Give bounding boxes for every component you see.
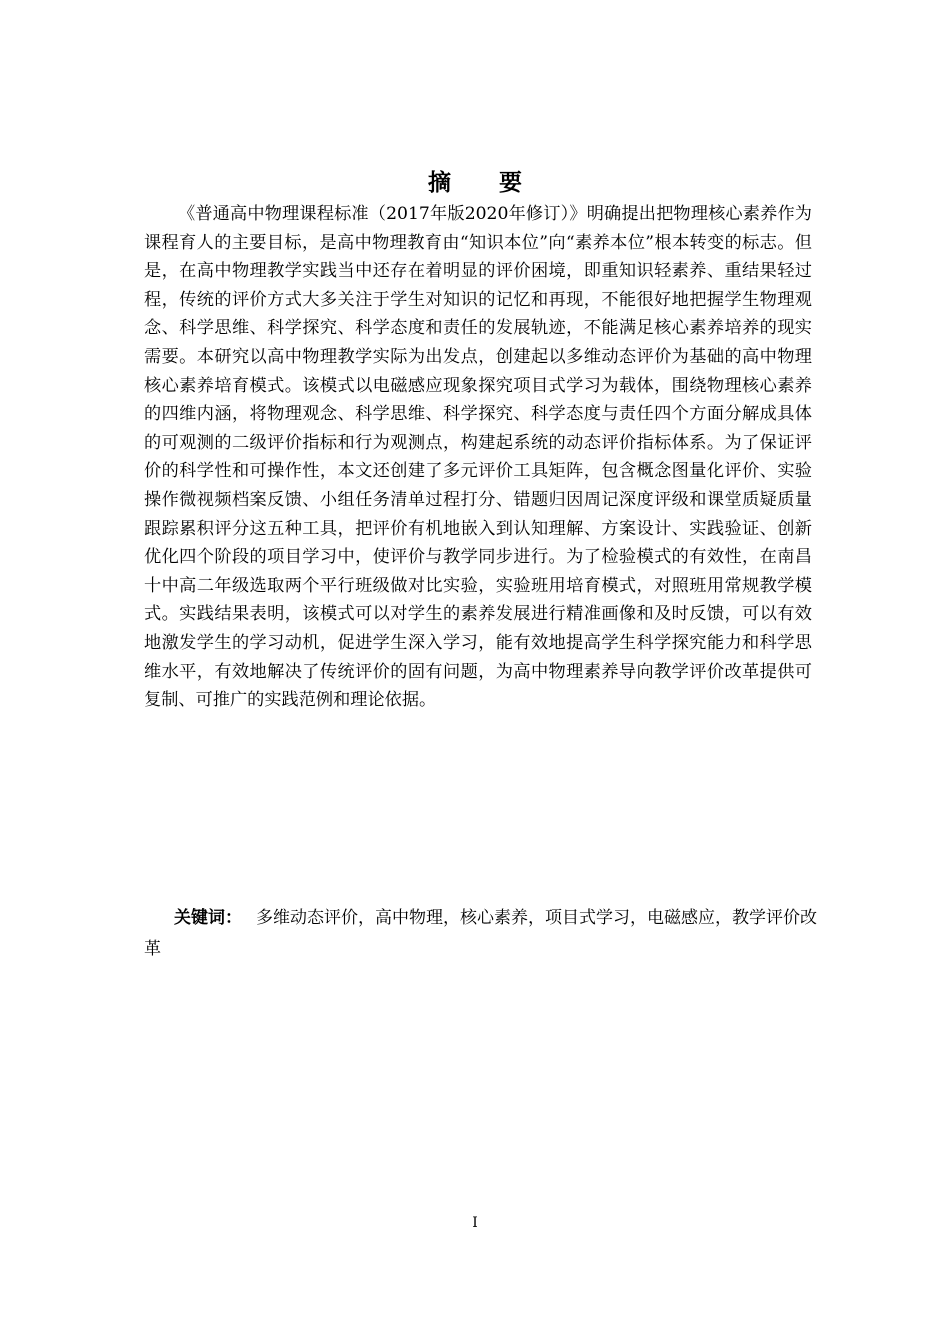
abstract-title: 摘 要 [427, 170, 542, 196]
keywords-section [144, 903, 824, 965]
keywords-list: 多维动态评价，高中物理，核心素养，项目式学习，电磁感应，教学评价改革 [144, 908, 817, 959]
keywords-label: 关键词： [174, 908, 242, 928]
page-number: I [472, 1215, 478, 1231]
abstract-paragraph: 《普通高中物理课程标准（2017年版2020年修订）》明确提出把物理核心素养作为课程育人的主要目标，是高中物理教育由“知识本位”向“素养本位”根本转变的标志。但是，在高中物理教学实践当中还存在着明显的评价困境，即重知识轻素养、重结果轻过程，传统的评价方式大多关注于学生对知识的记忆和再现，不能很好地把握学生物理观念、科学思维、科学探究、科学态度和责任的发展轨迹，不能满足核心素养培养的现实需要。本研究以高中物理教学实际为出发点，创建起以多维动态评价为基础的高中物理核心素养培育模式。该模式以电磁感应现象探究项目式学习为载体，围绕物理核心素养的四维内涵，将物理观念、科学思维、科学探究、科学态度与责任四个方面分解成具体的可观测的二级评价指标和行为观测点，构建起系统的动态评价指标体系。为了保证评价的科学性和可操作性，本文还创建了多元评价工具矩阵，包含概念图量化评价、实验操作微视频档案反馈、小组任务清单过程打分、错题归因周记深度评级和课堂质疑质量跟踪累积评分这五种工具，把评价有机地嵌入到认知理解、方案设计、实践验证、创新优化四个阶段的项目学习中，使评价与教学同步进行。为了检验模式的有效性，在南昌十中高二年级选取两个平行班级做对比实验，实验班用培育模式，对照班用常规教学模式。实践结果表明，该模式可以对学生的素养发展进行精准画像和及时反馈，可以有效地激发学生的学习动机，促进学生深入学习，能有效地提高学生科学探究能力和科学思维水平，有效地解决了传统评价的固有问题，为高中物理素养导向教学评价改革提供可复制、可推广的实践范例和理论依据。 [144, 204, 812, 711]
